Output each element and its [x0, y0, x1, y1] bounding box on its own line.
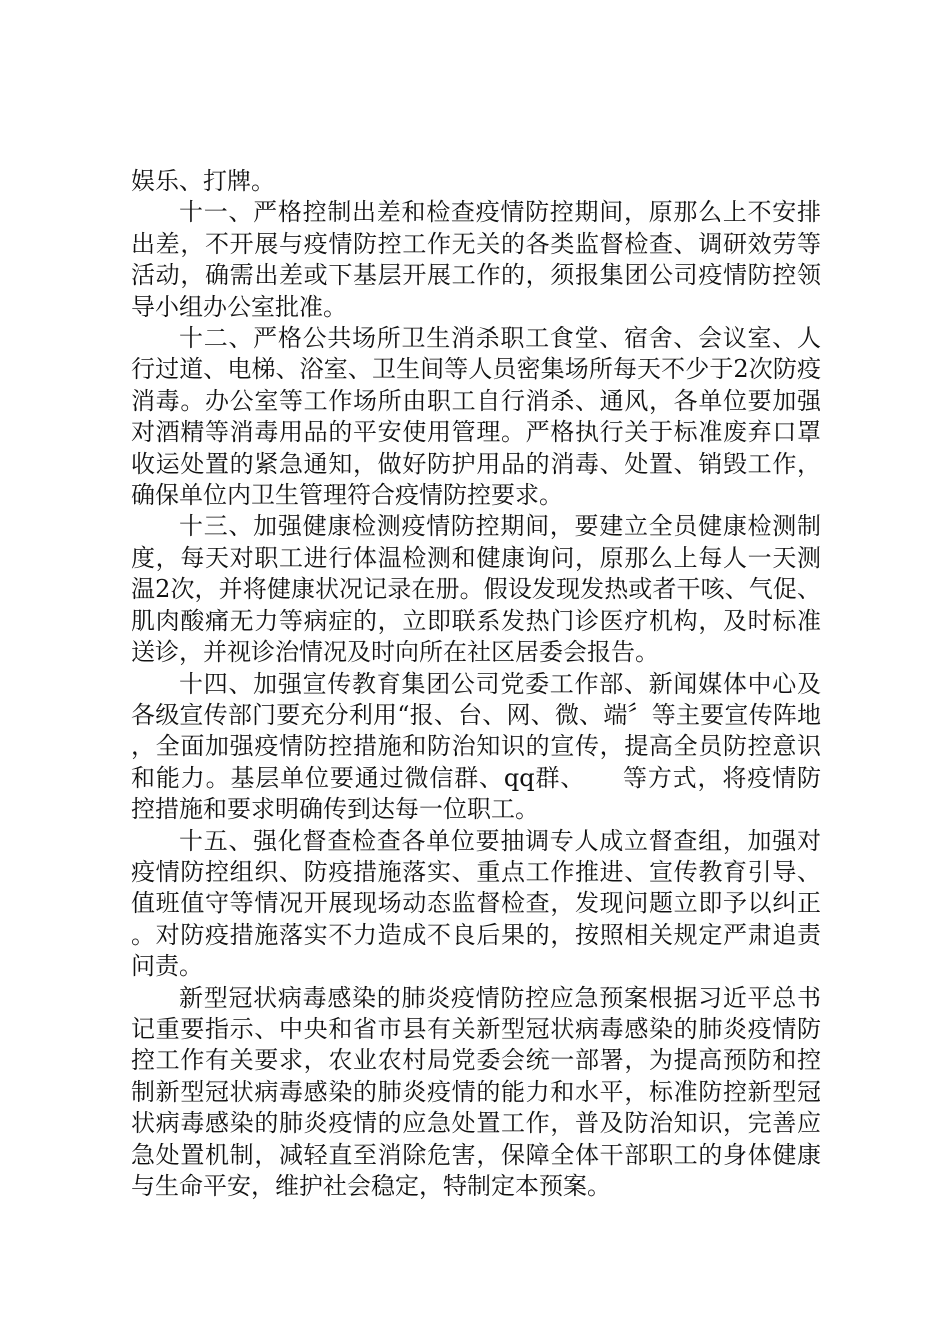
paragraph-item-11: 十一、严格控制出差和检查疫情防控期间，原那么上不安排出差，不开展与疫情防控工作无关的各类监督检查、调研效劳等活动，确需出差或下基层开展工作的，须报集团公司疫情防控领导小组办公室批准。 [131, 198, 821, 321]
paragraph-continuation: 娱乐、打牌。 [131, 167, 275, 195]
paragraph-emergency-plan-intro: 新型冠状病毒感染的肺炎疫情防控应急预案根据习近平总书记重要指示、中央和省市县有关新型冠状病毒感染的肺炎疫情防控工作有关要求，农业农村局党委会统一部署，为提高预防和控制新型冠状病毒感染的肺炎疫情的能力和水平，标准防控新型冠状病毒感染的肺炎疫情的应急处置工作，普及防治知识，完善应急处置机制，减轻直至消除危害，保障全体干部职工的身体健康与生命平安，维护社会稳定，特制定本预案。 [131, 983, 821, 1200]
document-page [131, 166, 821, 1202]
paragraph-item-13: 十三、加强健康检测疫情防控期间，要建立全员健康检测制度，每天对职工进行体温检测和健康询问，原那么上每人一天测温2次，并将健康状况记录在册。假设发现发热或者干咳、气促、肌肉酸痛无力等病症的，立即联系发热门诊医疗机构，及时标准送诊，并视诊治情况及时向所在社区居委会报告。 [131, 512, 821, 667]
paragraph-item-15: 十五、强化督查检查各单位要抽调专人成立督查组，加强对疫情防控组织、防疫措施落实、重点工作推进、宣传教育引导、值班值守等情况开展现场动态监督检查，发现问题立即予以纠正。对防疫措施落实不力造成不良后果的，按照相关规定严肃追责问责。 [131, 826, 821, 981]
paragraph-item-12: 十二、严格公共场所卫生消杀职工食堂、宿舍、会议室、人行过道、电梯、浴室、卫生间等人员密集场所每天不少于2次防疫消毒。办公室等工作场所由职工自行消杀、通风，各单位要加强对酒精等消毒用品的平安使用管理。严格执行关于标准废弃口罩收运处置的紧急通知，做好防护用品的消毒、处置、销毁工作，确保单位内卫生管理符合疫情防控要求。 [131, 324, 821, 510]
paragraph-item-14: 十四、加强宣传教育集团公司党委工作部、新闻媒体中心及各级宣传部门要充分利用“报、台、网、微、端〞等主要宣传阵地，全面加强疫情防控措施和防治知识的宣传，提高全员防控意识和能力。基层单位要通过微信群、qq群、 等方式，将疫情防控措施和要求明确传到达每一位职工。 [131, 669, 821, 824]
